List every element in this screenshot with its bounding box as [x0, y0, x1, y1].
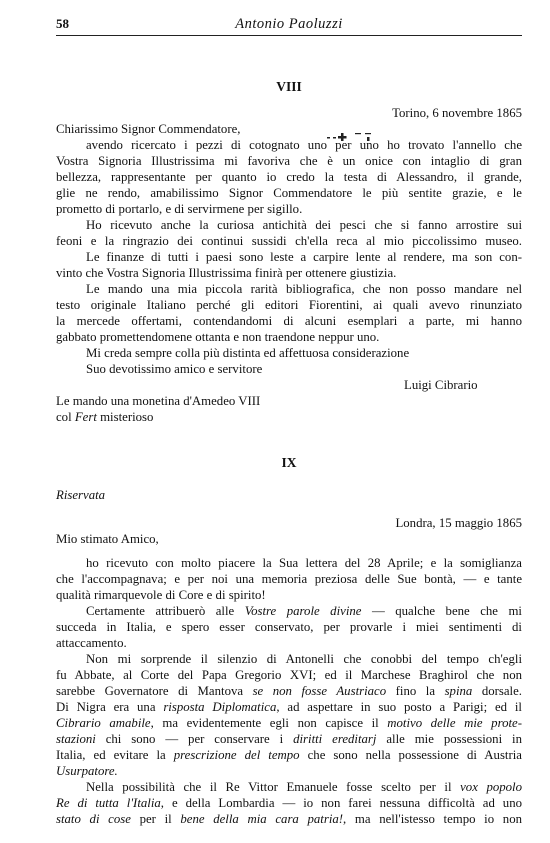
header-rule: [56, 35, 522, 36]
letter-ix-place-date: Londra, 15 maggio 1865: [395, 516, 522, 530]
letter-viii-salutation: Chiarissimo Signor Commendatore,: [56, 122, 241, 136]
letter-viii-line-3: bellezza, rappresentante per quanto io credo la testa di Alessandro, il grande,: [56, 170, 522, 184]
letter-ix-numeral: IX: [281, 455, 297, 470]
letter-viii-line-12: la mercede offertami, contendandomi di alcuni esemplari a parte, mi hanno: [56, 314, 522, 328]
letter-viii-line-13: gabbato promettendomene ottanta e non traendone neppur uno.: [56, 330, 380, 344]
letter-viii-line-10: Le mando una mia piccola rarità bibliografica, che non posso mandare nel: [86, 282, 522, 296]
letter-viii-postscript-2: col Fert misterioso: [56, 410, 154, 424]
letter-viii-line-15: Suo devotissimo amico e servitore: [86, 362, 263, 376]
letter-viii-line-8: Le finanze di tutti i paesi sono leste a carpire lente al rendere, ma son con-: [86, 250, 522, 264]
letter-ix-p3-line-1: Non mi sorprende il silenzio di Antonelli che conobbi del tempo ch'egli: [86, 652, 522, 666]
letter-ix-p3-line-5: Cibrario amabile, ma evidentemente egli non capisce il motivo delle mie prote-: [56, 716, 522, 730]
letter-viii-line-5: prometto di portarlo, e di servirmene per sigillo.: [56, 202, 303, 216]
letter-viii-line-2: Vostra Signoria Illustrissima mi favoriva che è un onice con intaglio di gran: [56, 154, 522, 168]
letter-ix-p3-line-2: fu Abbate, al Corte del Papa Gregorio XVI; ed il Marchese Braghirol che non: [56, 668, 522, 682]
letter-ix-p2-line-2: succeda in Italia, e spero esser conservato, per provarle i miei sentimenti di: [56, 620, 522, 634]
running-author: Antonio Paoluzzi: [235, 16, 343, 32]
letter-ix-p1-line-1: ho ricevuto con molto piacere la Sua lettera del 28 Aprile; e la somiglianza: [86, 556, 522, 570]
letter-ix-p1-line-2: che l'accompagnava; e per noi una memoria preziosa delle Sue bontà, — e tante: [56, 572, 522, 586]
letter-ix-p3-line-6: stazioni chi sono — per conservare i diritti ereditarj alle mie possessioni in: [56, 732, 522, 746]
letter-viii-signature: Luigi Cibrario: [404, 378, 478, 392]
letter-viii-line-4: glie ne rendo, amabilissimo Signor Commendatore le più sentite grazie, e le: [56, 186, 522, 200]
letter-ix-salutation: Mio stimato Amico,: [56, 532, 159, 546]
letter-ix-p3-line-7: Italia, ed evitare la prescrizione del tempo che sono nella possessione di Austria: [56, 748, 522, 762]
letter-ix-p1-line-3: qualità rimarquevole di Core e di spirito!: [56, 588, 266, 602]
letter-viii-line-1: avendo ricercato i pezzi di cotognato uno per uno ho trovato l'annello che: [86, 138, 522, 152]
letter-ix-p3-line-8: Usurpatore.: [56, 764, 118, 778]
letter-ix-p3-line-4: Di Nigra era una risposta Diplomatica, ad aspettare in suo posto a Parigi; ed il: [56, 700, 522, 714]
letter-ix-p3-line-3: sarebbe Governatore di Mantova se non fosse Austriaco fino la spina dorsale.: [56, 684, 522, 698]
letter-ix-p4-line-1: Nella possibilità che il Re Vittor Emanuele fosse scelto per il vox popolo: [86, 780, 522, 794]
letter-ix-p4-line-3: stato di cose per il bene della mia cara patria!, ma nell'istesso tempo io non: [56, 812, 522, 826]
letter-ix-p2-line-1: Certamente attribuerò alle Vostre parole divine — qualche bene che mi: [86, 604, 522, 618]
letter-ix-p2-line-3: attaccamento.: [56, 636, 127, 650]
letter-viii-numeral: VIII: [276, 79, 302, 94]
letter-viii-postscript-1: Le mando una monetina d'Amedeo VIII: [56, 394, 261, 408]
letter-viii-line-14: Mi creda sempre colla più distinta ed affettuosa considerazione: [86, 346, 410, 360]
letter-viii-line-6: Ho ricevuto anche la curiosa antichità dei pesci che si fanno arrostire sui: [86, 218, 522, 232]
letter-ix-p4-line-2: Re di tutta l'Italia, e della Lombardia — io non farei nessuna difficoltà ad uno: [56, 796, 522, 810]
page-number: 58: [56, 16, 69, 31]
letter-ix-note: Riservata: [56, 488, 106, 502]
letter-viii-line-9: vinto che Vostra Signoria Illustrissima finirà per ottenere giustizia.: [56, 266, 397, 280]
letter-viii-line-7: feoni e la ringrazio dei continui sussidi ch'ella reca al mio piccolissimo museo.: [56, 234, 522, 248]
letter-viii-line-11: testo originale Italiano perché gli editori Fiorentini, ai quali avevo rinunziato: [56, 298, 522, 312]
running-header: [56, 14, 522, 36]
letter-viii-place-date: Torino, 6 novembre 1865: [392, 106, 522, 120]
